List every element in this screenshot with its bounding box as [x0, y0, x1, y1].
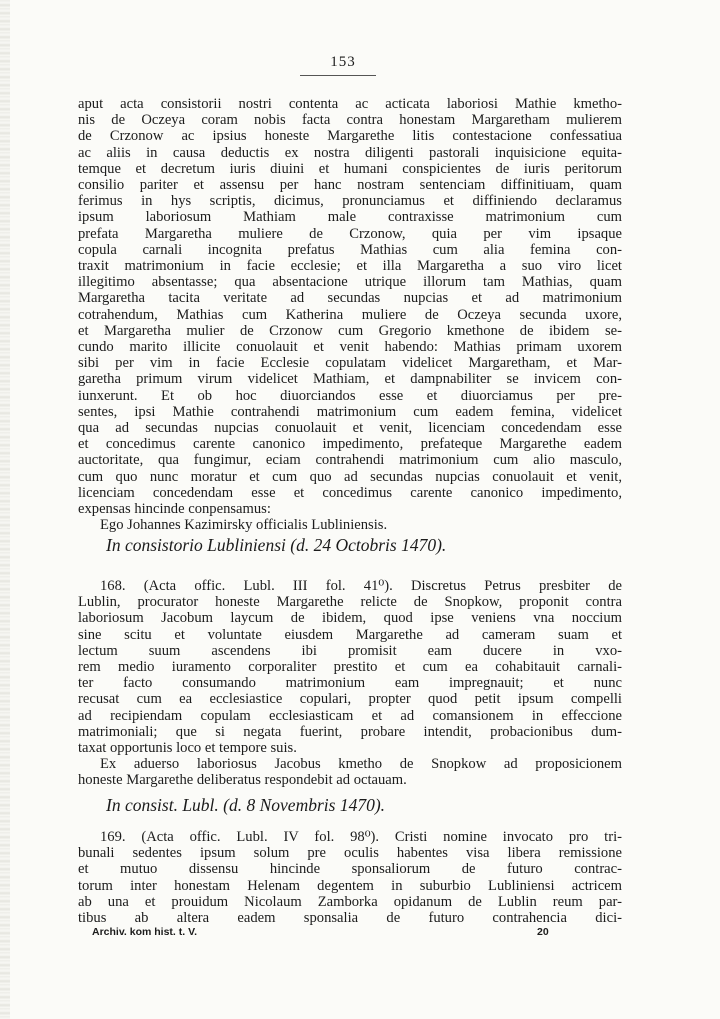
text-line: 169. (Acta offic. Lubl. IV fol. 98⁰). Cristi nomine invocato pro tri-: [100, 829, 622, 845]
text-line: tibus ab altera eadem sponsalia de futuro contrahencia dici-: [78, 910, 622, 927]
text-line: qua ad secundas nupcias conuolauit et venit, licenciam concedendam esse: [78, 420, 622, 437]
text-line: traxit matrimonium in facie ecclesie; et illa Margaretha a suo viro licet: [78, 258, 622, 275]
text-line: temque et decretum iuris diuini et humani conspicientes de iuris peritorum: [78, 160, 622, 177]
text-line: rem medio iuramento corporaliter prestito et cum ea cohabitauit carnali-: [78, 659, 622, 676]
text-line: ad recipiendam copulam ecclesiasticam et ad comansionem in effeccione: [78, 707, 622, 724]
text-line: aput acta consistorii nostri contenta ac acticata laboriosi Mathie kmetho-: [78, 96, 622, 112]
text-line: licenciam concedendam esse et concedimus carente canonico impedimento,: [78, 484, 622, 501]
page-number-rule: [300, 75, 376, 76]
text-line: honeste Margarethe deliberatus respondebit ad octauam.: [78, 772, 407, 789]
text-line: copula carnali incognita prefatus Mathias cum alia femina con-: [78, 241, 622, 258]
text-line: et Margaretha mulier de Crzonow cum Gregorio kmethone de ibidem se-: [78, 322, 622, 339]
text-line: sentes, ipsi Mathie contrahendi matrimonium cum eadem femina, videlicet: [78, 403, 622, 420]
text-line: Ego Johannes Kazimirsky officialis Lubliniensis.: [100, 517, 388, 534]
text-line: ter facto consumando matrimonium eam impregnauit; et nunc: [78, 675, 622, 692]
text-line: recusat cum ea ecclesiastice copulari, propter quod petit ipsum compelli: [78, 691, 622, 708]
text-line: ac aliis in causa deductis ex nostra diligenti pastorali inquisicione equita-: [78, 144, 622, 161]
text-line: taxat opportunis loco et tempore suis.: [78, 740, 297, 757]
text-line: ferimus in hys scriptis, dicimus, pronunciamus et diffiniendo declaramus: [78, 193, 622, 210]
text-line: prefata Margaretha muliere de Crzonow, quia per vim ipsaque: [78, 225, 622, 242]
text-line: auctoritate, qua fungimur, eciam contrahendi matrimonium cum alio masculo,: [78, 452, 622, 469]
text-line: sine scitu et voluntate eiusdem Margarethe ad cameram suam et: [78, 626, 622, 643]
text-line: laboriosum Jacobum laycum de ibidem, quod ipse veniens vna noccium: [78, 610, 622, 627]
text-line: et concedimus carente canonico impedimento, prefateque Margarethe eadem: [78, 436, 622, 453]
text-line: Margaretha tacita veritate ad secundas nupcias et ad matrimonium: [78, 290, 622, 307]
paragraph-entry-168: [78, 578, 622, 789]
paragraph-entry-169: [78, 829, 622, 926]
text-line: de Crzonow ac ipsius honeste Margarethe litis contestacione confessatiua: [78, 128, 622, 145]
text-line: ab una et prouidum Nicolaum Zamborka opidanum de Lublin reum par-: [78, 893, 622, 910]
text-line: garetha primum virum videlicet Mathiam, et dampnabiliter se invicem con-: [78, 371, 622, 388]
page-number: 153: [330, 54, 356, 70]
text-line: et mutuo dissensu hincinde sponsaliorum de futuro contrac-: [78, 861, 622, 878]
text-line: sibi per vim in facie Ecclesie copulatam videlicet Margaretham, et Mar-: [78, 355, 622, 372]
text-line: torum inter honestam Helenam degentem in suburbio Lubliniensi actricem: [78, 877, 622, 894]
text-line: illegitimo absentasse; qua absentacione utrique illorum tam Mathias, quam: [78, 274, 622, 291]
text-line: bunali sedentes ipsum solum pre oculis habentes visa libera remissione: [78, 845, 622, 862]
footer-archive-reference: Archiv. kom hist. t. V.: [92, 926, 198, 938]
section-heading-consist-1470-november: In consist. Lubl. (d. 8 Novembris 1470).: [106, 795, 386, 815]
text-line: cundo marito illicite conuolauit et venit habendo: Mathias primam uxorem: [78, 339, 622, 356]
text-line: iunxerunt. Et ob hoc diuorciandos esse et diuorciamus per pre-: [78, 387, 622, 404]
text-line: nis de Oczeya coram nobis facta contra honestam Margaretham mulierem: [78, 112, 622, 129]
section-heading-consistorio-1470-october: In consistorio Lubliniensi (d. 24 Octobris 1470).: [106, 535, 447, 555]
text-line: Lublin, procurator honeste Margarethe relicte de Snopkow, proponit contra: [78, 594, 622, 611]
footer-signature-number: 20: [537, 926, 549, 938]
text-line: ipsum laboriosum Mathiam male contraxisse matrimonium cum: [78, 209, 622, 226]
scanned-page-edge: [0, 0, 10, 1019]
text-line: consilio pariter et assensu per hanc nostram sentenciam diffinitiuam, quam: [78, 177, 622, 194]
text-line: matrimoniali; que si negata fuerint, probare intendit, probacionibus dum-: [78, 723, 622, 740]
text-line: cum quo nunc moratur et cum quo ad secundas nupcias conuolauit et venit,: [78, 468, 622, 485]
text-line: 168. (Acta offic. Lubl. III fol. 41⁰). Discretus Petrus presbiter de: [100, 578, 622, 594]
text-line: cotrahendum, Mathias cum Katherina muliere de Oczeya secunda uxore,: [78, 306, 622, 323]
text-line: lectum suum ascendens ibi promisit eam ducere in vxo-: [78, 642, 622, 659]
paragraph-decree: [78, 96, 622, 533]
text-line: Ex aduerso laboriosus Jacobus kmetho de Snopkow ad proposicionem: [100, 756, 622, 773]
text-line: expensas hincinde conpensamus:: [78, 501, 271, 518]
